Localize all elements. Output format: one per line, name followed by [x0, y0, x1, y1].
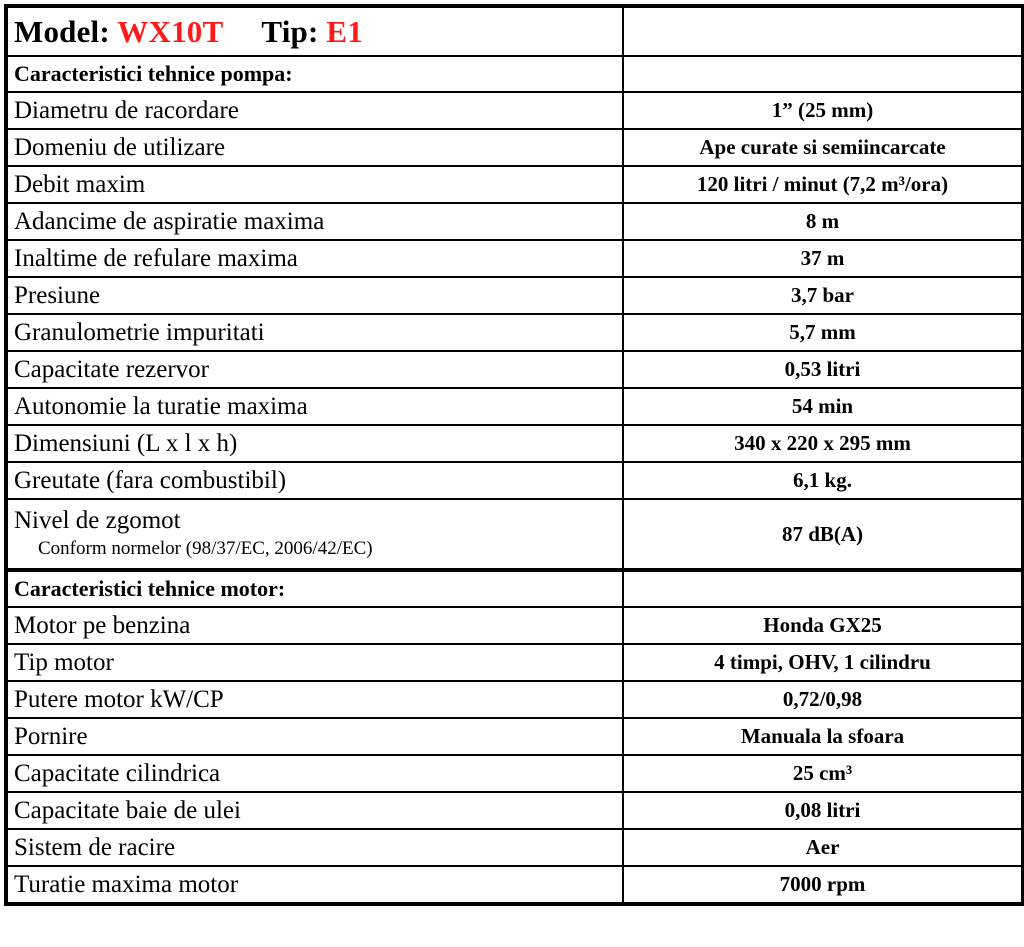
pump-spec-row [6, 277, 1023, 314]
pump-section-title: Caracteristici tehnice pompa: [6, 56, 623, 92]
pump-spec-label: Presiune [6, 277, 623, 314]
model-value: WX10T [117, 13, 224, 49]
motor-spec-value: Honda GX25 [623, 607, 1023, 644]
motor-spec-value: Aer [623, 829, 1023, 866]
pump-spec-label: Domeniu de utilizare [6, 129, 623, 166]
motor-spec-value: 0,08 litri [623, 792, 1023, 829]
motor-spec-row [6, 718, 1023, 755]
motor-spec-value: 7000 rpm [623, 866, 1023, 904]
pump-spec-value: 5,7 mm [623, 314, 1023, 351]
tip-value: E1 [326, 13, 363, 49]
motor-spec-label: Motor pe benzina [6, 607, 623, 644]
pump-spec-label: Greutate (fara combustibil) [6, 462, 623, 499]
motor-spec-label: Capacitate cilindrica [6, 755, 623, 792]
spec-table-body [6, 6, 1023, 904]
motor-section-empty-cell [623, 570, 1023, 607]
pump-spec-value: 54 min [623, 388, 1023, 425]
motor-spec-row [6, 644, 1023, 681]
noise-value: 87 dB(A) [623, 499, 1023, 570]
pump-spec-row [6, 462, 1023, 499]
noise-label-cell [6, 499, 623, 570]
motor-spec-value: 0,72/0,98 [623, 681, 1023, 718]
pump-spec-label: Capacitate rezervor [6, 351, 623, 388]
motor-spec-value: 25 cm³ [623, 755, 1023, 792]
pump-spec-label: Diametru de racordare [6, 92, 623, 129]
pump-section-empty-cell [623, 56, 1023, 92]
pump-spec-label: Dimensiuni (L x l x h) [6, 425, 623, 462]
pump-spec-label: Debit maxim [6, 166, 623, 203]
pump-spec-row [6, 314, 1023, 351]
pump-spec-row [6, 92, 1023, 129]
motor-spec-row [6, 681, 1023, 718]
motor-spec-row [6, 866, 1023, 904]
motor-spec-row [6, 755, 1023, 792]
pump-spec-label: Inaltime de refulare maxima [6, 240, 623, 277]
pump-spec-row [6, 203, 1023, 240]
pump-spec-row [6, 240, 1023, 277]
tip-label: Tip: [261, 13, 319, 49]
noise-sublabel: Conform normelor (98/37/EC, 2006/42/EC) [38, 538, 373, 559]
motor-section-title: Caracteristici tehnice motor: [6, 570, 623, 607]
motor-spec-label: Putere motor kW/CP [6, 681, 623, 718]
pump-spec-value: 340 x 220 x 295 mm [623, 425, 1023, 462]
motor-spec-label: Tip motor [6, 644, 623, 681]
pump-spec-row [6, 166, 1023, 203]
pump-spec-value: 37 m [623, 240, 1023, 277]
motor-spec-label: Turatie maxima motor [6, 866, 623, 904]
pump-spec-label: Adancime de aspiratie maxima [6, 203, 623, 240]
title-empty-cell [623, 6, 1023, 56]
pump-spec-value: 3,7 bar [623, 277, 1023, 314]
motor-spec-label: Sistem de racire [6, 829, 623, 866]
pump-spec-row [6, 351, 1023, 388]
pump-spec-label: Autonomie la turatie maxima [6, 388, 623, 425]
motor-spec-label: Capacitate baie de ulei [6, 792, 623, 829]
motor-spec-row [6, 607, 1023, 644]
pump-section-row [6, 56, 1023, 92]
title-cell [6, 6, 623, 56]
motor-spec-value: Manuala la sfoara [623, 718, 1023, 755]
motor-spec-value: 4 timpi, OHV, 1 cilindru [623, 644, 1023, 681]
motor-spec-row [6, 829, 1023, 866]
pump-spec-value: 1” (25 mm) [623, 92, 1023, 129]
model-label: Model: [14, 13, 110, 49]
motor-spec-label: Pornire [6, 718, 623, 755]
pump-spec-row [6, 129, 1023, 166]
pump-spec-value: 0,53 litri [623, 351, 1023, 388]
noise-label: Nivel de zgomot [14, 507, 181, 534]
motor-spec-row [6, 792, 1023, 829]
pump-spec-label: Granulometrie impuritati [6, 314, 623, 351]
motor-section-row [6, 570, 1023, 607]
pump-spec-row [6, 388, 1023, 425]
pump-spec-value: Ape curate si semiincarcate [623, 129, 1023, 166]
pump-spec-value: 6,1 kg. [623, 462, 1023, 499]
pump-spec-value: 8 m [623, 203, 1023, 240]
pump-spec-value: 120 litri / minut (7,2 m³/ora) [623, 166, 1023, 203]
title-row [6, 6, 1023, 56]
pump-spec-row [6, 425, 1023, 462]
spec-table [4, 4, 1024, 906]
noise-row [6, 499, 1023, 570]
